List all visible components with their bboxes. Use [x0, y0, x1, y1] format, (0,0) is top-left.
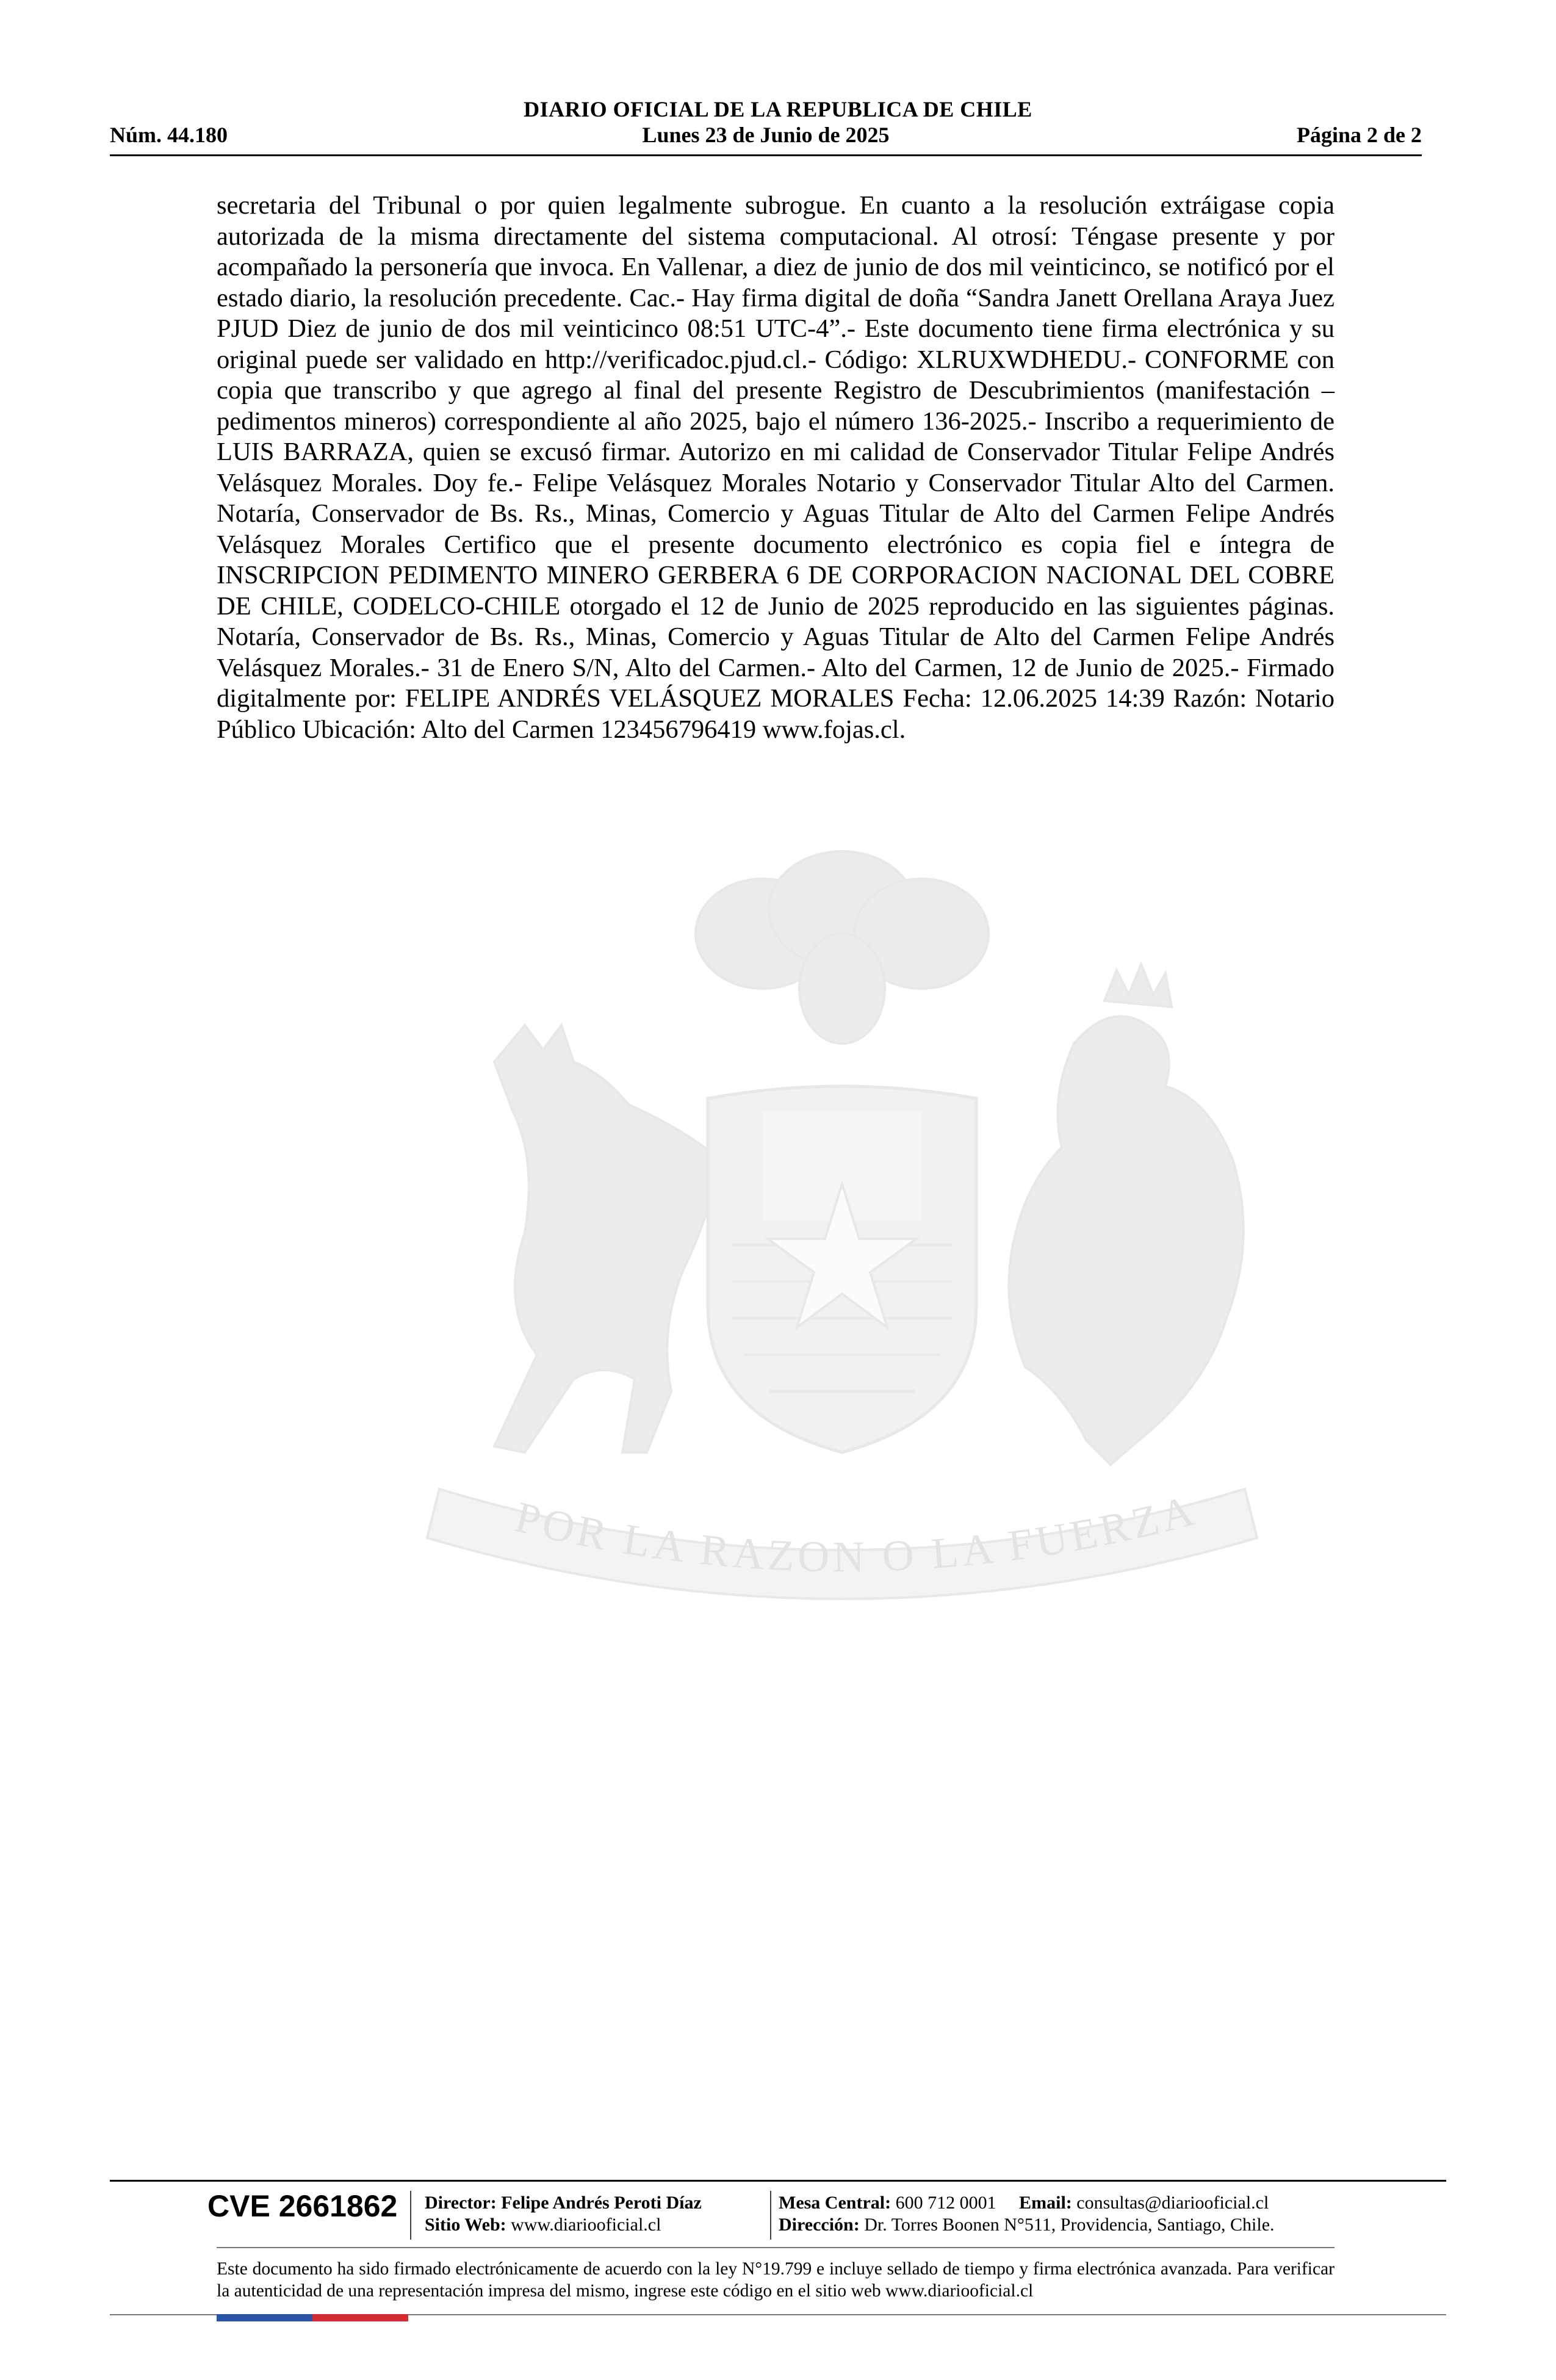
header-divider	[110, 154, 1422, 156]
footer-separator	[770, 2191, 771, 2240]
footer-contact-block	[779, 2192, 1275, 2236]
newspaper-title: DIARIO OFICIAL DE LA REPUBLICA DE CHILE	[524, 97, 1032, 121]
document-body: secretaria del Tribunal o por quien legalmente subrogue. En cuanto a la resolución extráigase copia autorizada de la misma directamente del sistema computacional. Al otrosí: Téngase presente y por acompañado la personería que invoca. En Vallenar, a diez de junio de dos mil veinticinco, se notificó por el estado diario, la resolución precedente. Cac.- Hay firma digital de doña “Sandra Janett Orellana Araya Juez PJUD Diez de junio de dos mil veinticinco 08:51 UTC-4”.- Este documento tiene firma electrónica y su original puede ser validado en http://verificadoc.pjud.cl.- Código: XLRUXWDHEDU.- CONFORME con copia que transcribo y que agrego al final del presente Registro de Descubrimientos (manifestación – pedimentos mineros) correspondiente al año 2025, bajo el número 136-2025.- Inscribo a requerimiento de LUIS BARRAZA, quien se excusó firmar. Autorizo en mi calidad de Conservador Titular Felipe Andrés Velásquez Morales. Doy fe.- Felipe Velásquez Morales Notario y Conservador Titular Alto del Carmen. Notaría, Conservador de Bs. Rs., Minas, Comercio y Aguas Titular de Alto del Carmen Felipe Andrés Velásquez Morales Certifico que el presente documento electrónico es copia fiel e íntegra de INSCRIPCION PEDIMENTO MINERO GERBERA 6 DE CORPORACION NACIONAL DEL COBRE DE CHILE, CODELCO-CHILE otorgado el 12 de Junio de 2025 reproducido en las siguientes páginas. Notaría, Conservador de Bs. Rs., Minas, Comercio y Aguas Titular de Alto del Carmen Felipe Andrés Velásquez Morales.- 31 de Enero S/N, Alto del Carmen.- Alto del Carmen, 12 de Junio de 2025.- Firmado digitalmente por: FELIPE ANDRÉS VELÁSQUEZ MORALES Fecha: 12.06.2025 14:39 Razón: Notario Público Ubicación: Alto del Carmen 123456796419 www.fojas.cl.	[217, 191, 1334, 744]
footer-director-block	[425, 2192, 702, 2236]
footer-top-divider	[110, 2180, 1446, 2182]
issue-number: Núm. 44.180	[110, 123, 228, 147]
footer-separator	[410, 2191, 411, 2240]
signature-notice: Este documento ha sido firmado electrónicamente de acuerdo con la ley N°19.799 e incluye sellado de tiempo y firma electrónica avanzada. Para verificar la autenticidad de una representación impresa del mismo, ingrese este código en el sitio web www.diariooficial.cl	[217, 2259, 1334, 2301]
address-value: Dr. Torres Boonen N°511, Providencia, Santiago, Chile.	[864, 2215, 1275, 2235]
cve-code: CVE 2661862	[207, 2189, 398, 2223]
address-label: Dirección:	[779, 2215, 860, 2235]
director-name: Felipe Andrés Peroti Díaz	[501, 2193, 702, 2213]
mesa-label: Mesa Central:	[779, 2193, 891, 2213]
email-label: Email:	[1019, 2193, 1072, 2213]
flag-stripe-blue	[217, 2314, 312, 2321]
flag-stripe-red	[312, 2314, 408, 2321]
site-label: Sitio Web:	[425, 2215, 506, 2235]
coat-of-arms-icon	[342, 842, 1342, 1684]
page-indicator: Página 2 de 2	[1296, 123, 1422, 147]
footer-middle-divider	[217, 2247, 1334, 2248]
mesa-phone: 600 712 0001	[895, 2193, 996, 2213]
director-label: Director:	[425, 2193, 497, 2213]
watermark-motto: POR LA RAZON O LA FUERZA	[510, 1485, 1202, 1582]
site-link[interactable]: www.diariooficial.cl	[511, 2215, 661, 2235]
issue-date: Lunes 23 de Junio de 2025	[642, 123, 890, 147]
email-link[interactable]: consultas@diariooficial.cl	[1076, 2193, 1269, 2213]
